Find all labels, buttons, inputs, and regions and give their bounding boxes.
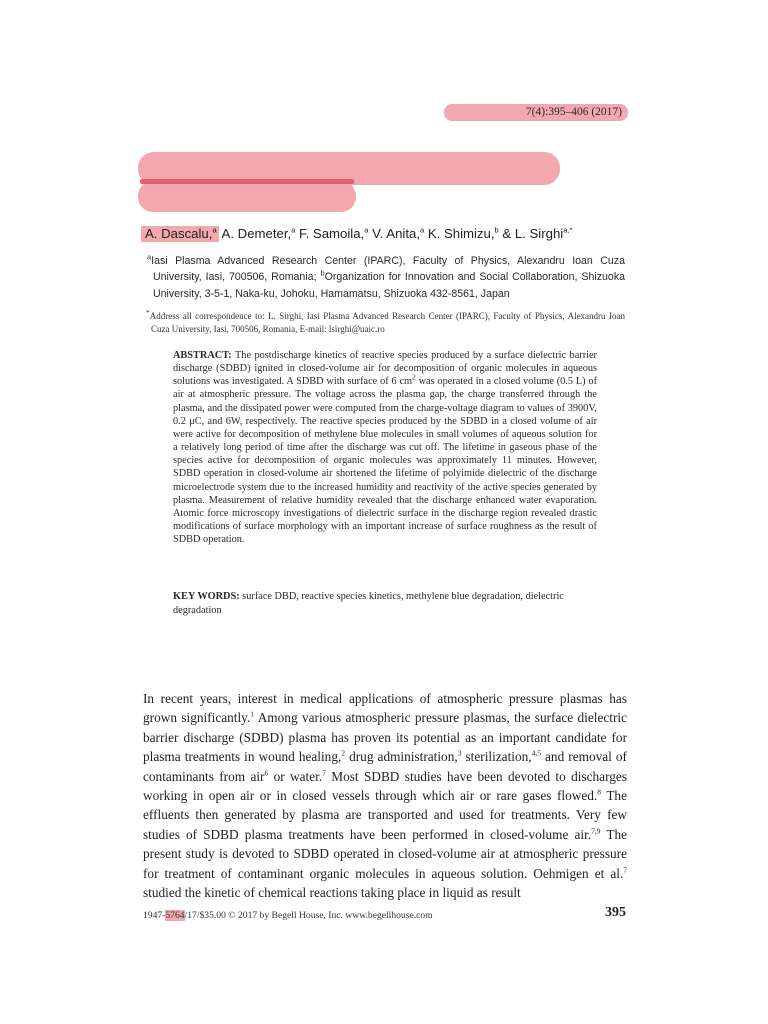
footer-issn: 1947-5764/17/$35.00 © 2017 by Begell House, Inc. www.begellhouse.com [143,910,433,921]
author-list [141,226,572,241]
page-number: 395 [605,905,626,920]
correspondence-note: *Address all correspondence to: L. Sirghi, Iasi Plasma Advanced Research Center (IPARC), Faculty of Physics, Alexandru Ioan Cuza University, Iasi, 700506, Romania, E-mail: lsirghi@uaic.ro [146,308,625,334]
author: A. Demeter,$^a$ [218,225,296,241]
keywords-label: KEY WORDS: [173,591,240,602]
abstract-label: ABSTRACT: [173,350,232,361]
author: V. Anita,$^a$ [368,225,425,241]
keywords: KEY WORDS: surface DBD, reactive species kinetics, methylene blue degradation, dielectric degradation [173,591,564,616]
author: F. Samoila,$^a$ [295,225,369,241]
abstract: ABSTRACT: The postdischarge kinetics of reactive species produced by a surface dielectric barrier discharge (SDBD) ignited in closed-volume air for decomposition of organic molecules in aqueous solutions was investigated. A SDBD with surface of 6 $cm^2$ was operated in a closed volume (0.5 L) of air at atmospheric pressure. The voltage across the plasma gap, the charge transferred through the plasma, and the dissipated power were computed from the charge-voltage diagram to values of 3900V, 0.2 μC, and 6W, respectively. The reactive species produced by the SDBD in a closed volume of air were active for decomposition of methylene blue molecules in small volumes of aqueous solution for a relatively long period of time after the discharge was cut off. The lifetime in gaseous phase of the species active for decomposition of organic molecules was approximately 11 minutes. However, SDBD operation in closed-volume air shortened the lifetime of polyimide dielectric of the discharge microelectrode system due to the increased humidity and reactivity of the active species generated by plasma. Measurement of relative humidity revealed that the discharge enhanced water evaporation. Atomic force microscopy investigations of dielectric surface in the discharge region revealed drastic modifications of surface morphology with an important increase of surface roughness as the result of SDBD operation. [173,350,597,546]
journal-citation: 7(4):395–406 (2017) [525,106,622,118]
author-first-highlighted: A. Dascalu,$^a$ [141,226,219,242]
affiliations: $^a$Iasi Plasma Advanced Research Center (IPARC), Faculty of Physics, Alexandru Ioan Cuza University, Iasi, 700506, Romania; $^b$Organization for Innovation and Social Collaboration, Shizuoka University, 3-5-1, Naka-ku, Johoku, Hamamatsu, Shizuoka 432-8561, Japan [147,252,626,300]
title-redaction-line-2 [138,181,356,212]
body-paragraph: In recent years, interest in medical applications of atmospheric pressure plasmas has grown significantly.$^1$ Among various atmospheric pressure plasmas, the surface dielectric barrier discharge (SDBD) plasma has proven its potential as an important candidate for plasma treatments in wound healing,$^2$ drug administration,$^3$ sterilization,$^{4,5}$ and removal of contaminants from air$^6$ or water.$^7$ Most SDBD studies have been devoted to discharges working in open air or in closed vessels through which air or rare gases flowed.$^8$ The effluents then generated by plasma are transported and used for treatments. Very few studies of SDBD plasma treatments have been performed in closed-volume air.$^{7,9}$ The present study is devoted to SDBD operated in closed-volume air at atmospheric pressure for treatment of contaminant organic molecules in aqueous solution. Oehmigen et al.$^7$ studied the kinetic of chemical reactions taking place in liquid as result [143,691,627,901]
author: K. Shimizu,$^b$ [424,225,499,241]
author: & L. Sirghi$^{a,*}$ [498,225,573,241]
issn-highlight: 5764 [165,910,185,921]
title-redaction-underline [140,179,354,184]
